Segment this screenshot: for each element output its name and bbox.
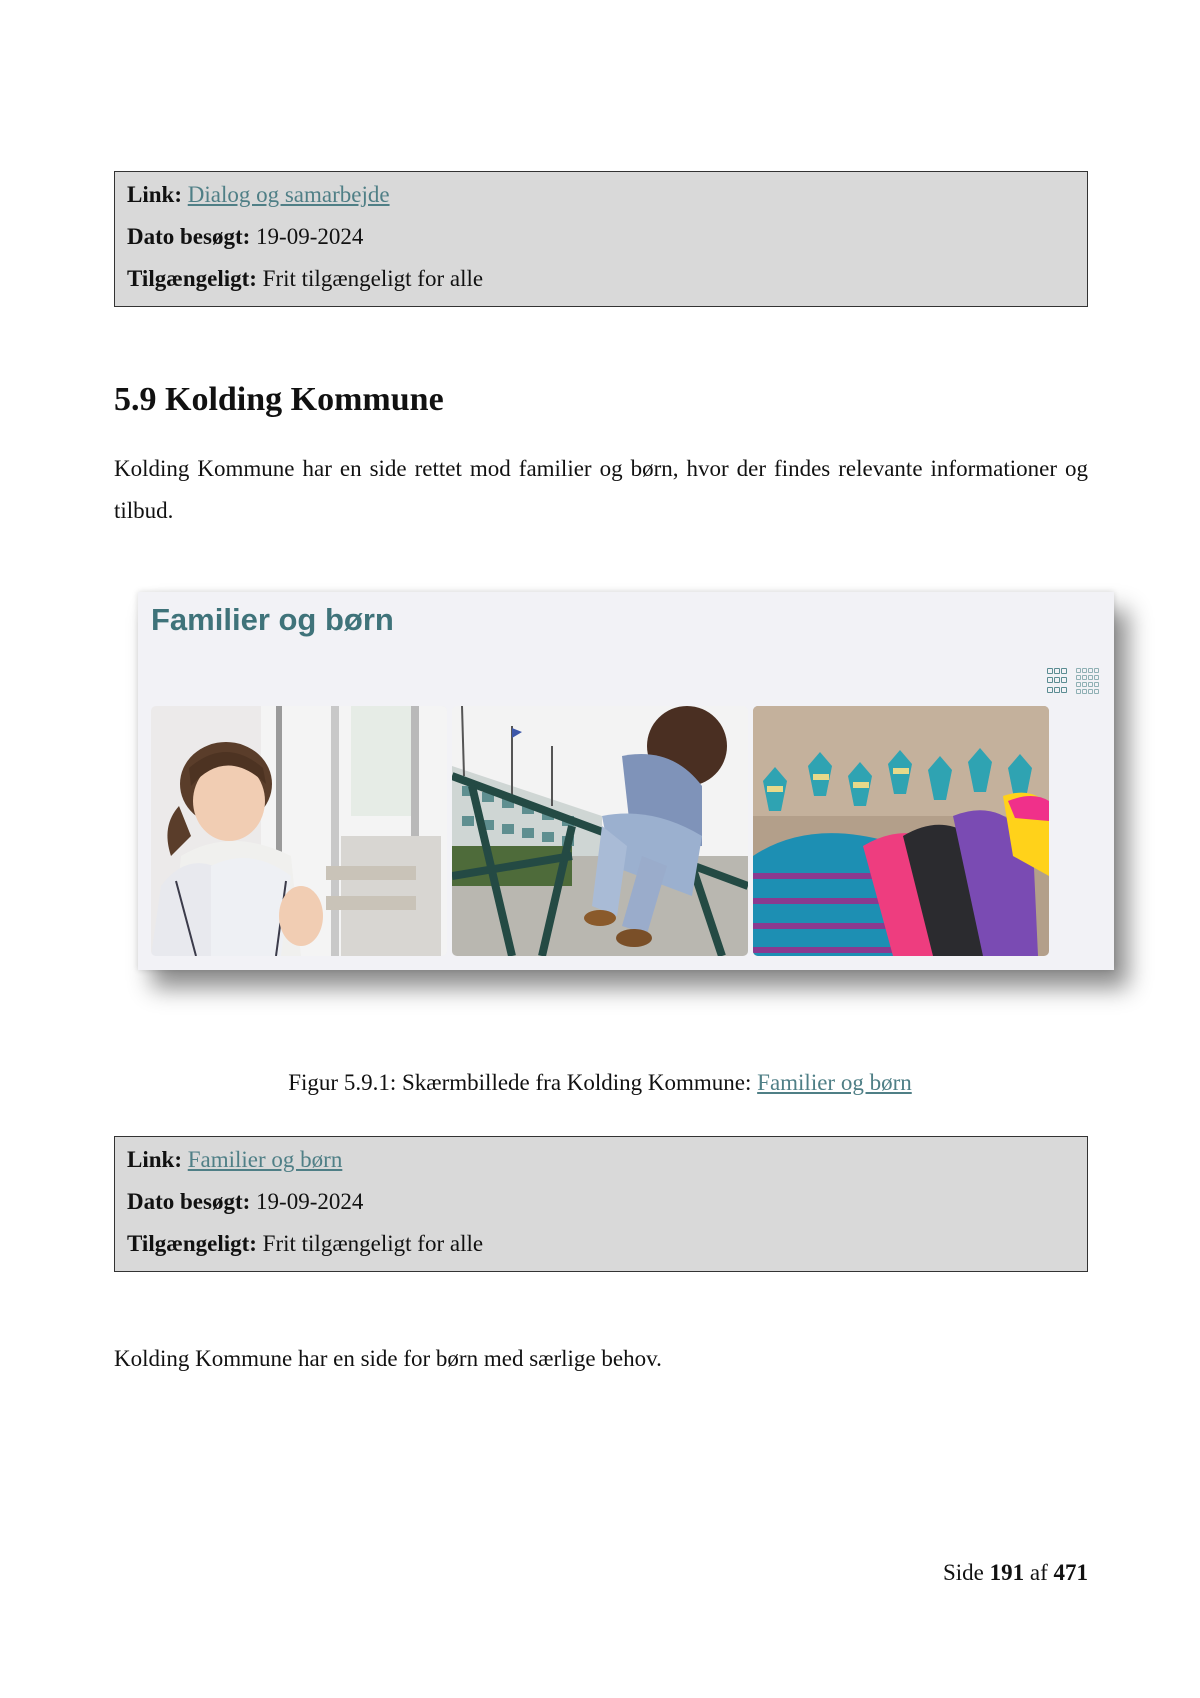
figure-caption [0,1065,1200,1101]
footer-prefix: Side [942,1560,984,1585]
girl-photo-icon [151,706,447,956]
access-value: Frit tilgængeligt for alle [262,1231,484,1256]
photo-tile-bags[interactable] [753,706,1049,956]
teen-photo-icon [452,706,748,956]
access-value: Frit tilgængeligt for alle [262,266,484,291]
grid-3-icon[interactable] [1047,668,1066,694]
caption-familier-link[interactable]: Familier og børn [757,1070,912,1095]
access-row [127,1223,1075,1265]
page-footer [943,1555,1088,1591]
footer-middle: af [1029,1560,1048,1585]
familier-og-born-link[interactable]: Familier og børn [187,1147,343,1172]
screenshot-figure [138,592,1114,970]
page-total: 471 [1053,1560,1088,1585]
section-heading: 5.9 Kolding Kommune [114,381,444,418]
grid-4-icon[interactable] [1076,668,1098,694]
date-label: Dato besøgt: [127,224,251,249]
info-box-2 [114,1136,1088,1272]
access-label: Tilgængeligt: [127,266,257,291]
date-value: 19-09-2024 [256,1189,364,1214]
date-row [127,1181,1075,1223]
screenshot-title: Familier og børn [151,602,394,637]
bags-photo-icon [753,706,1049,956]
date-label: Dato besøgt: [127,1189,251,1214]
date-value: 19-09-2024 [256,224,364,249]
link-row [127,174,1075,216]
page-number: 191 [989,1560,1025,1585]
link-row [127,1139,1075,1181]
dialog-og-samarbejde-link[interactable]: Dialog og samarbejde [187,182,390,207]
link-label: Link: [127,182,182,207]
body-paragraph-2: Kolding Kommune har en side for børn med særlige behov. [114,1346,662,1371]
access-label: Tilgængeligt: [127,1231,257,1256]
caption-text: Figur 5.9.1: Skærmbillede fra Kolding Kommune: [288,1070,752,1095]
access-row [127,258,1075,300]
info-box-1 [114,171,1088,307]
photo-tile-teen[interactable] [452,706,748,956]
view-toggle [1047,668,1098,694]
intro-paragraph: Kolding Kommune har en side rettet mod familier og børn, hvor der findes relevante informationer og tilbud. [114,456,1088,523]
date-row [127,216,1075,258]
link-label: Link: [127,1147,182,1172]
photo-tile-girl[interactable] [151,706,447,956]
